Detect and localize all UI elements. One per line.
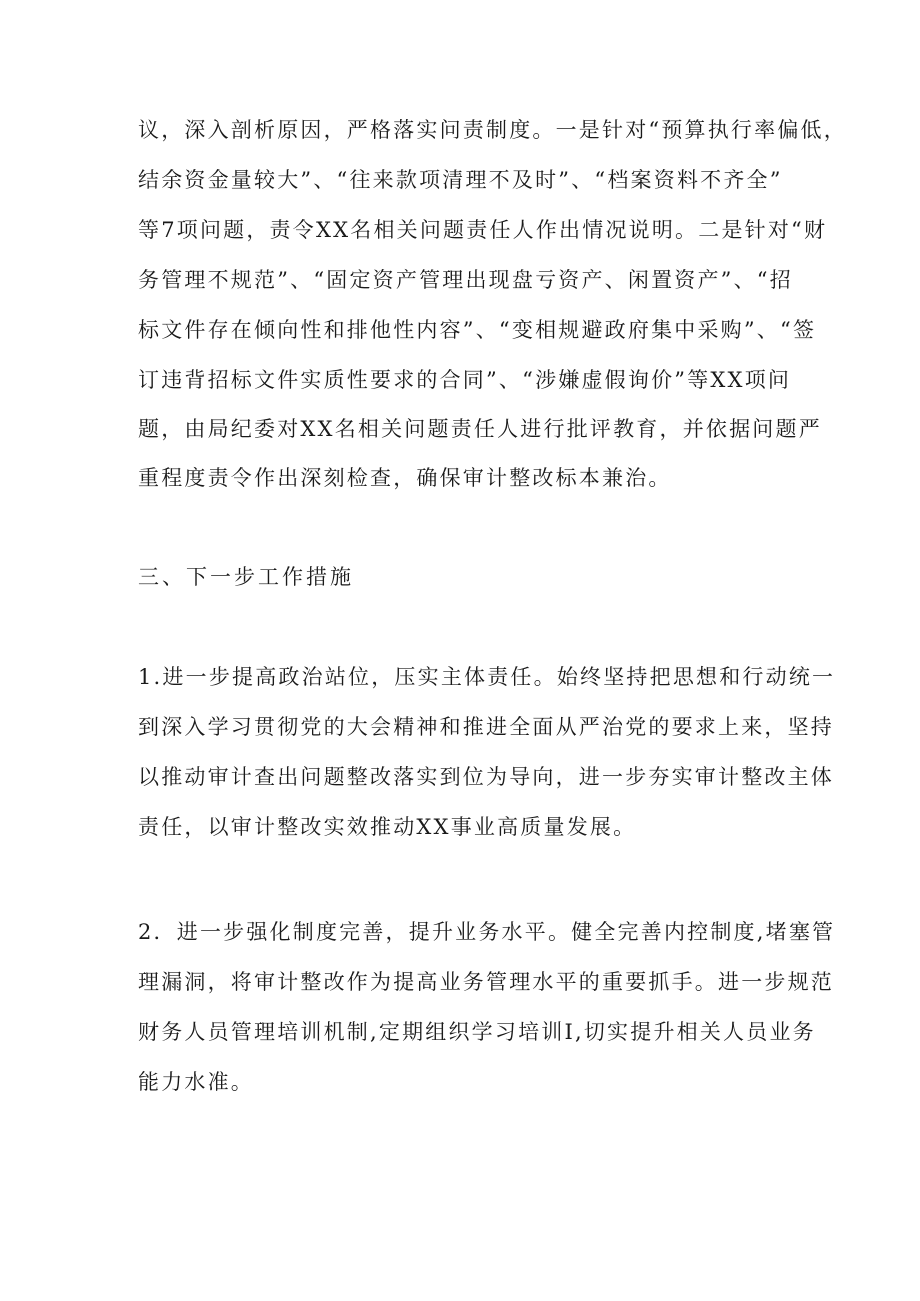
text-line: 题，由局纪委对XX名相关问题责任人进行批评教育，并依据问题严 <box>138 417 822 441</box>
text-line: 重程度责令作出深刻检查，确保审计整改标本兼治。 <box>138 466 672 490</box>
text-line: 1.进一步提高政治站位，压实主体责任。始终坚持把思想和行动统一 <box>138 665 836 689</box>
text-line: 议，深入剖析原因，严格落实问责制度。一是针对“预算执行率偏低， <box>138 118 847 142</box>
text-line: 标文件存在倾向性和排他性内容”、“变相规避政府集中采购”、“签 <box>138 318 817 342</box>
text-line: 结余资金量较大”、“往来款项清理不及时”、“档案资料不齐全” <box>138 168 783 192</box>
text-line: 财务人员管理培训机制,定期组织学习培训I,切实提升相关人员业务 <box>138 1020 816 1044</box>
text-line: 订违背招标文件实质性要求的合同”、“涉嫌虚假询价”等XX项问 <box>138 368 792 392</box>
text-line: 等7项问题，责令XX名相关问题责任人作出情况说明。二是针对“财 <box>138 218 828 242</box>
text-line: 以推动审计查出问题整改落实到位为导向，进一步夯实审计整改主体 <box>138 765 834 789</box>
text-line: 理漏洞，将审计整改作为提高业务管理水平的重要抓手。进一步规范 <box>138 970 834 994</box>
text-line: 责任，以审计整改实效推动XX事业高质量发展。 <box>138 815 637 839</box>
text-line: 能力水准。 <box>138 1070 254 1094</box>
text-line: 2．进一步强化制度完善，提升业务水平。健全完善内控制度,堵塞管 <box>138 920 836 944</box>
text-line: 务管理不规范”、“固定资产管理出现盘亏资产、闲置资产”、“招 <box>138 268 793 292</box>
text-line: 到深入学习贯彻党的大会精神和推进全面从严治党的要求上来，坚持 <box>138 715 834 739</box>
section-heading: 三、下一步工作措施 <box>138 565 354 589</box>
